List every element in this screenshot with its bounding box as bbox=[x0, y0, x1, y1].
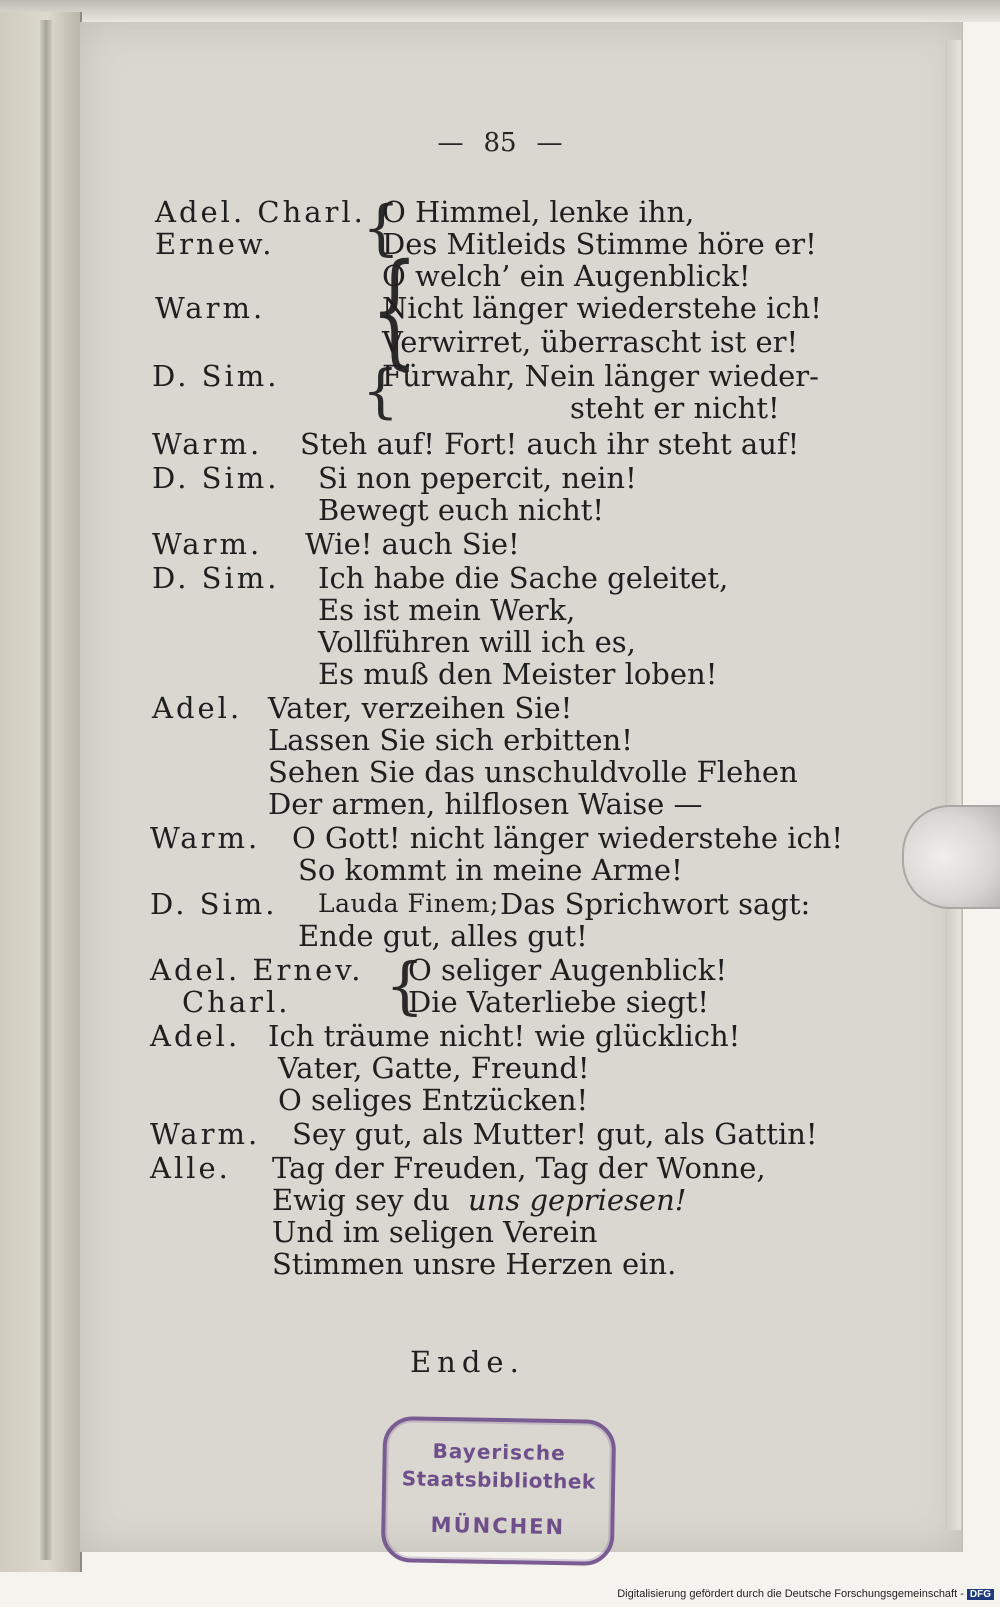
verse-line: Si non pepercit, nein! bbox=[318, 461, 637, 495]
verse-line: Ende gut, alles gut! bbox=[298, 919, 588, 953]
stamp-line-3: MÜNCHEN bbox=[430, 1512, 566, 1540]
binding-shadow bbox=[40, 20, 52, 1560]
verse-line: Des Mitleids Stimme höre er! bbox=[382, 227, 817, 261]
speaker-label: D. Sim. bbox=[152, 461, 280, 495]
stamp-line-2: Staatsbibliothek bbox=[401, 1466, 596, 1494]
page-edge-right bbox=[945, 40, 961, 1530]
verse-line: O seliges Entzücken! bbox=[278, 1083, 589, 1117]
verse-line: Sey gut, als Mutter! gut, als Gattin! bbox=[292, 1117, 818, 1151]
speaker-label: Warm. bbox=[150, 1117, 261, 1151]
verse-line-italic: uns gepriesen! bbox=[468, 1183, 687, 1217]
speaker-label: Alle. bbox=[150, 1151, 231, 1185]
brace-group-3: { bbox=[362, 357, 399, 425]
verse-line: So kommt in meine Arme! bbox=[298, 853, 683, 887]
speaker-label: Adel. Ernev. bbox=[150, 953, 364, 987]
verse-line: Das Sprichwort sagt: bbox=[500, 887, 811, 921]
verse-line: Tag der Freuden, Tag der Wonne, bbox=[272, 1151, 766, 1185]
speaker-label: Warm. bbox=[152, 527, 263, 561]
verse-line: Lassen Sie sich erbitten! bbox=[268, 723, 633, 757]
verse-line: Ich habe die Sache geleitet, bbox=[318, 561, 729, 595]
speaker-label: Warm. bbox=[155, 291, 266, 325]
brace-group-1: { bbox=[362, 193, 401, 263]
digitization-footer bbox=[617, 1588, 994, 1600]
speaker-label: Charl. bbox=[182, 985, 291, 1019]
verse-line: Sehen Sie das unschuldvolle Flehen bbox=[268, 755, 798, 789]
verse-line: O seliger Augenblick! bbox=[408, 953, 727, 987]
verse-line: steht er nicht! bbox=[570, 391, 780, 425]
verse-line: Bewegt euch nicht! bbox=[318, 493, 605, 527]
stamp-line-1: Bayerische bbox=[432, 1438, 566, 1466]
dfg-logo: DFG bbox=[967, 1589, 994, 1600]
speaker-label: Warm. bbox=[152, 427, 263, 461]
verse-line: Nicht länger wiederstehe ich! bbox=[382, 291, 822, 325]
verse-line: Wie! auch Sie! bbox=[305, 527, 520, 561]
speaker-label: Adel. bbox=[152, 691, 243, 725]
footer-text: Digitalisierung gefördert durch die Deutsche Forschungsgemeinschaft - bbox=[617, 1588, 964, 1600]
verse-line: Es ist mein Werk, bbox=[318, 593, 576, 627]
ende-label: Ende. bbox=[410, 1345, 525, 1379]
latin-phrase: Lauda Finem; bbox=[318, 889, 499, 918]
brace-group-4: { bbox=[385, 949, 425, 1022]
verse-line: Ewig sey du bbox=[272, 1183, 450, 1217]
bookmark-tab bbox=[902, 805, 1000, 909]
scan-edge-top bbox=[0, 0, 1000, 22]
verse-line: Fürwahr, Nein länger wieder- bbox=[382, 359, 819, 393]
speaker-label: Adel. Charl. bbox=[155, 195, 366, 229]
verse-line: Verwirret, überrascht ist er! bbox=[382, 325, 799, 359]
verse-line: Ich träume nicht! wie glücklich! bbox=[268, 1019, 741, 1053]
verse-line: O Himmel, lenke ihn, bbox=[382, 195, 695, 229]
verse-line: Vater, Gatte, Freund! bbox=[278, 1051, 590, 1085]
speaker-label: D. Sim. bbox=[152, 359, 280, 393]
verse-line: Der armen, hilflosen Waise — bbox=[268, 787, 703, 821]
speaker-label: D. Sim. bbox=[152, 561, 280, 595]
page-number: 85 bbox=[483, 128, 517, 158]
brace-group-2: { bbox=[370, 238, 419, 382]
verse-line: Stimmen unsre Herzen ein. bbox=[272, 1247, 677, 1281]
speaker-label: Adel. bbox=[150, 1019, 241, 1053]
verse-line: Steh auf! Fort! auch ihr steht auf! bbox=[300, 427, 800, 461]
verse-line: Und im seligen Verein bbox=[272, 1215, 598, 1249]
page-number-header: — 85 — bbox=[437, 128, 563, 158]
verse-line: O Gott! nicht länger wiederstehe ich! bbox=[292, 821, 844, 855]
verse-line: Es muß den Meister loben! bbox=[318, 657, 718, 691]
verse-line: Vollführen will ich es, bbox=[318, 625, 636, 659]
library-stamp bbox=[381, 1416, 617, 1566]
verse-line: Die Vaterliebe siegt! bbox=[408, 985, 710, 1019]
speaker-label: Warm. bbox=[150, 821, 261, 855]
speaker-label: Ernew. bbox=[155, 227, 275, 261]
verse-line: Vater, verzeihen Sie! bbox=[268, 691, 573, 725]
verse-line: O welch’ ein Augenblick! bbox=[382, 259, 751, 293]
speaker-label: D. Sim. bbox=[150, 887, 278, 921]
